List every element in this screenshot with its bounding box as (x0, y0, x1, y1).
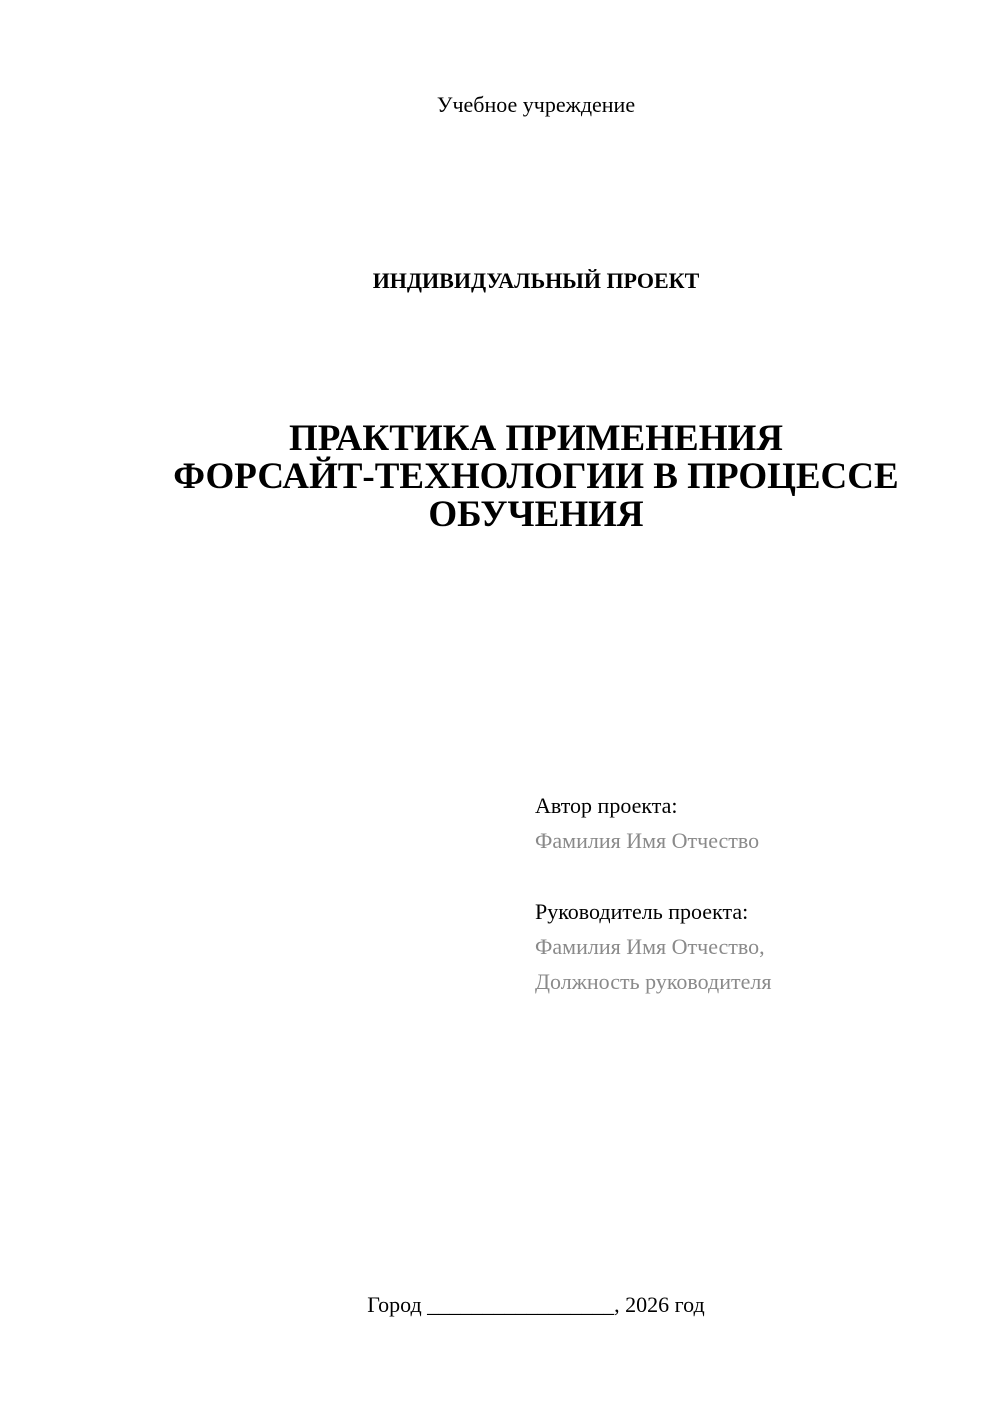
project-info-block (535, 788, 975, 999)
supervisor-label: Руководитель проекта: (535, 899, 749, 924)
city-year-line: Город _________________, 2026 год (367, 1292, 705, 1317)
supervisor-position: Должность руководителя (535, 969, 772, 994)
author-name: Фамилия Имя Отчество (535, 828, 760, 853)
project-title (0, 420, 1000, 534)
info-spacer (535, 858, 975, 894)
project-title-line-1: ПРАКТИКА ПРИМЕНЕНИЯ (289, 418, 783, 459)
author-label: Автор проекта: (535, 793, 678, 818)
project-title-line-2: ФОРСАЙТ-ТЕХНОЛОГИИ В ПРОЦЕССЕ (173, 456, 899, 497)
document-type-label: ИНДИВИДУАЛЬНЫЙ ПРОЕКТ (372, 268, 700, 293)
project-title-line-3: ОБУЧЕНИЯ (428, 494, 644, 535)
institution-name: Учебное учреждение (436, 92, 636, 117)
supervisor-name: Фамилия Имя Отчество, (535, 934, 765, 959)
